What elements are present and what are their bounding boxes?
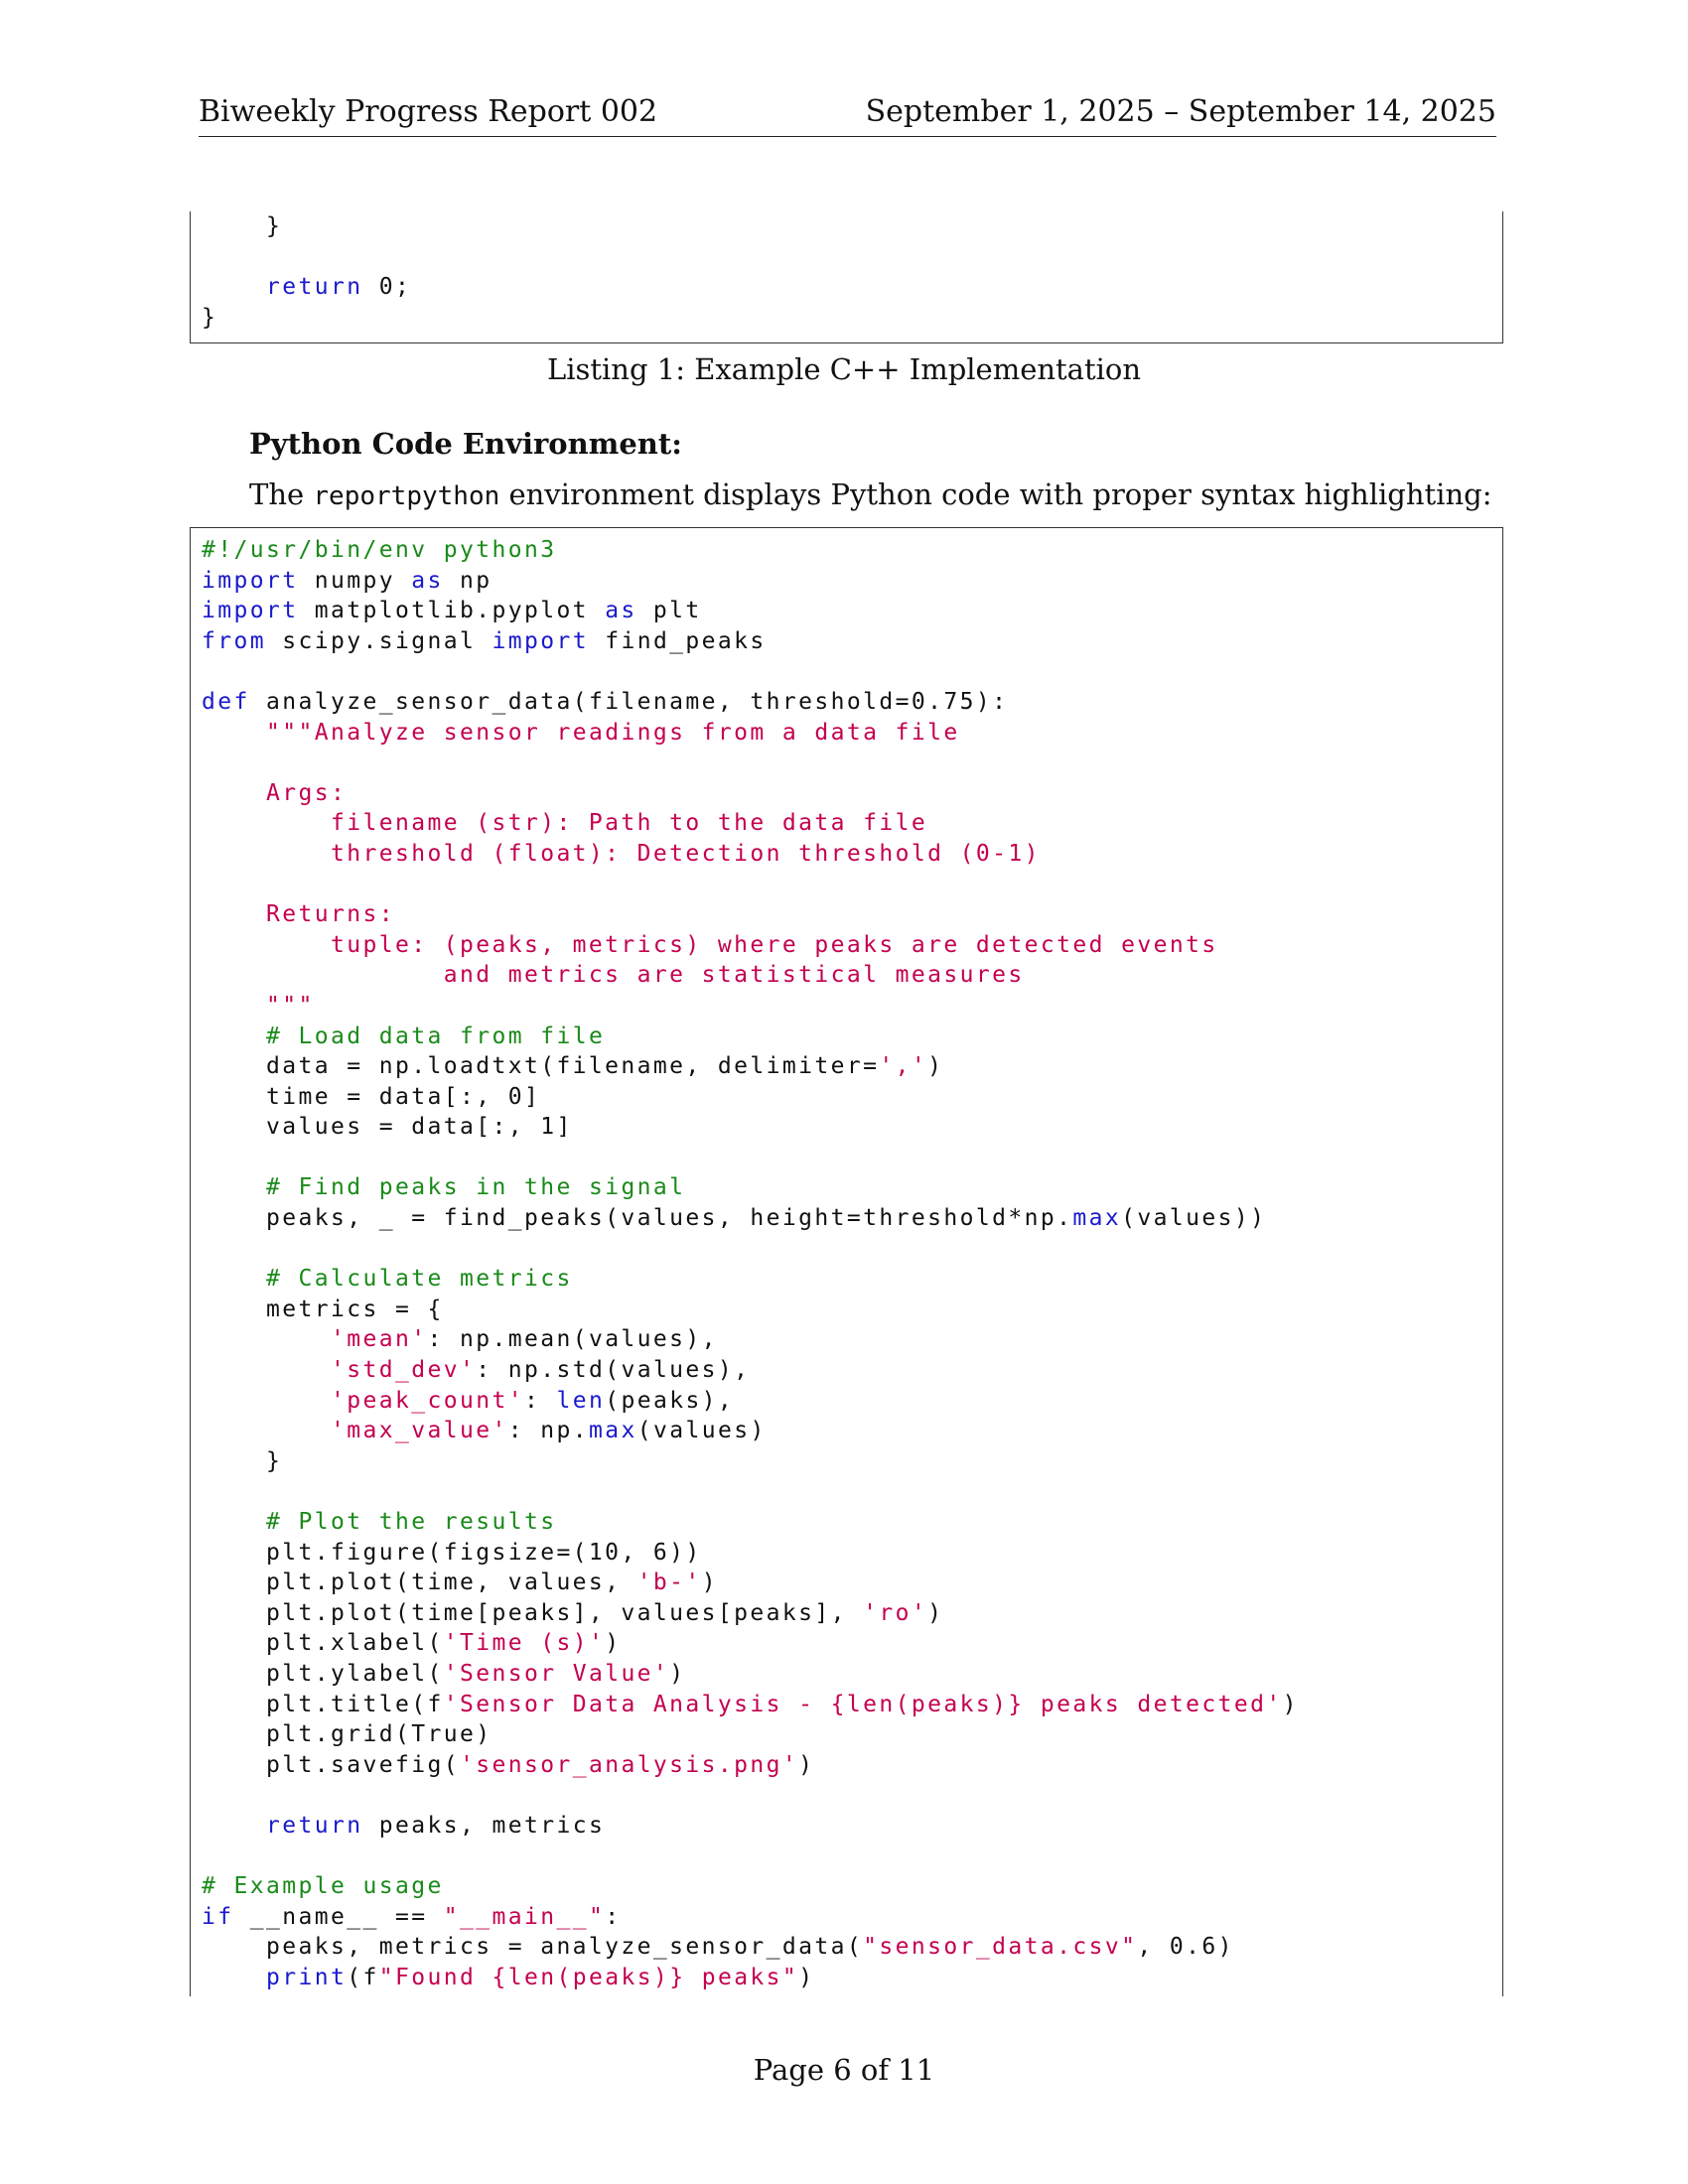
code-token: ) — [798, 1964, 815, 1990]
python-line — [202, 870, 1502, 900]
code-token: ) — [669, 1660, 686, 1687]
code-token — [202, 1357, 331, 1383]
code-token: scipy.signal — [266, 627, 492, 654]
python-line — [202, 1659, 1502, 1690]
code-token: max — [1072, 1205, 1122, 1232]
code-token: plt.plot(time[peaks], values[peaks], — [202, 1599, 864, 1626]
python-line — [202, 1568, 1502, 1598]
code-token: # Calculate metrics — [266, 1266, 573, 1293]
code-token: Returns: — [202, 901, 395, 928]
code-token: ) — [927, 1053, 944, 1080]
code-token: "__main__" — [443, 1903, 606, 1930]
code-token: if — [202, 1903, 234, 1930]
code-token — [202, 720, 266, 746]
code-token: , 0.6) — [1137, 1934, 1234, 1961]
python-line — [202, 1690, 1502, 1720]
code-token: data = np.loadtxt(filename, delimiter= — [202, 1053, 880, 1080]
code-token: plt.plot(time, values, — [202, 1570, 637, 1596]
code-token: plt — [636, 598, 702, 624]
python-line — [202, 1082, 1502, 1113]
code-token: } — [202, 304, 218, 331]
code-token: 'mean' — [330, 1326, 428, 1353]
code-token: 'std_dev' — [330, 1357, 477, 1384]
python-line — [202, 1324, 1502, 1355]
report-date-range: September 1, 2025 – September 14, 2025 — [865, 94, 1496, 129]
code-token: : — [523, 1387, 557, 1414]
python-line — [202, 566, 1502, 597]
python-line — [202, 808, 1502, 839]
python-line — [202, 1446, 1502, 1477]
python-line — [202, 1386, 1502, 1417]
python-line — [202, 718, 1502, 749]
python-line — [202, 1203, 1502, 1234]
code-token: matplotlib.pyplot — [298, 598, 606, 624]
code-token: values = data[:, 1] — [202, 1114, 573, 1141]
code-token: max — [588, 1418, 637, 1444]
python-line — [202, 1628, 1502, 1659]
python-line — [202, 1416, 1502, 1446]
para-text-before: The — [249, 478, 314, 511]
python-code-listing — [190, 527, 1503, 1996]
cpp-line — [202, 211, 1502, 242]
python-line — [202, 1507, 1502, 1538]
code-token: : np.std(values), — [476, 1357, 751, 1384]
code-token — [202, 1326, 331, 1352]
page-footer: Page 6 of 11 — [753, 2053, 935, 2087]
code-token: 'sensor_analysis.png' — [459, 1751, 799, 1778]
python-line — [202, 1932, 1502, 1963]
code-token: } — [202, 1447, 283, 1474]
code-token: threshold (float): Detection threshold (0-1) — [202, 840, 1041, 867]
code-token: """Analyze sensor readings from a data file — [266, 719, 960, 746]
code-token: "sensor_data.csv" — [863, 1934, 1138, 1961]
code-token: ) — [1282, 1691, 1299, 1717]
report-title: Biweekly Progress Report 002 — [199, 94, 658, 129]
python-line — [202, 748, 1502, 778]
python-line — [202, 1172, 1502, 1203]
code-token: 'Time (s)' — [443, 1630, 606, 1657]
python-line — [202, 1022, 1502, 1052]
python-line — [202, 1963, 1502, 1993]
code-token: """ — [202, 992, 315, 1019]
code-token: peaks, metrics = analyze_sensor_data( — [202, 1934, 864, 1961]
python-line — [202, 930, 1502, 961]
python-line — [202, 535, 1502, 566]
code-token: return — [266, 1812, 363, 1839]
code-token: (values) — [636, 1418, 767, 1444]
code-token: (values)) — [1121, 1205, 1267, 1232]
cpp-line — [202, 272, 1502, 303]
code-token: # Load data from file — [266, 1023, 606, 1049]
python-line — [202, 1264, 1502, 1295]
code-token: : np. — [507, 1418, 589, 1444]
code-token — [202, 1965, 266, 1990]
python-line — [202, 778, 1502, 809]
code-token: 'max_value' — [330, 1418, 508, 1444]
code-token — [202, 274, 266, 300]
code-token: numpy — [298, 567, 412, 594]
code-token: plt.xlabel( — [202, 1630, 444, 1657]
python-line — [202, 1295, 1502, 1325]
code-token: } — [202, 213, 283, 239]
cpp-code-block — [191, 211, 1502, 333]
python-line — [202, 596, 1502, 626]
cpp-line — [202, 242, 1502, 273]
code-token: find_peaks — [588, 627, 767, 654]
code-token: tuple: (peaks, metrics) where peaks are detected events — [202, 931, 1218, 958]
cpp-code-listing — [190, 211, 1503, 343]
python-line — [202, 1051, 1502, 1082]
python-line — [202, 1355, 1502, 1386]
code-token — [202, 1174, 266, 1200]
code-token: : — [605, 1903, 622, 1930]
python-line — [202, 1719, 1502, 1750]
code-token: __name__ == — [233, 1903, 444, 1930]
para-text-after: environment displays Python code with proper syntax highlighting: — [499, 478, 1492, 511]
code-token: 'b-' — [636, 1570, 702, 1596]
python-line — [202, 839, 1502, 870]
code-token: "Found {len(peaks)} peaks" — [378, 1964, 799, 1990]
code-token: import — [492, 627, 589, 654]
python-line — [202, 1871, 1502, 1902]
code-token — [202, 1813, 266, 1839]
code-token: peaks, _ = find_peaks(values, height=threshold*np. — [202, 1205, 1073, 1232]
code-token: Args: — [202, 779, 348, 806]
code-token: as — [605, 598, 637, 624]
python-line — [202, 899, 1502, 930]
code-token: 'Sensor Data Analysis - {len(peaks)} peaks detected' — [443, 1691, 1283, 1717]
code-token: 'Sensor Value' — [443, 1660, 670, 1687]
code-token: ',' — [879, 1053, 928, 1080]
code-token: filename (str): Path to the data file — [202, 810, 928, 837]
code-token: plt.figure(figsize=(10, 6)) — [202, 1539, 702, 1566]
python-line — [202, 1538, 1502, 1569]
code-token: and metrics are statistical measures — [202, 962, 1025, 989]
python-line — [202, 1842, 1502, 1872]
section-heading: Python Code Environment: — [249, 427, 682, 461]
code-token: as — [411, 567, 444, 594]
inline-code: reportpython — [313, 481, 500, 511]
code-token: def — [202, 688, 250, 715]
code-token: print — [266, 1964, 348, 1990]
python-line — [202, 626, 1502, 657]
code-token: ) — [798, 1751, 815, 1778]
page-header — [199, 94, 1496, 137]
section-paragraph — [249, 478, 1491, 511]
code-token: (f — [347, 1964, 379, 1990]
code-token: 'peak_count' — [330, 1387, 524, 1414]
code-token — [202, 1388, 331, 1414]
code-token: len — [556, 1387, 606, 1414]
code-token: #!/usr/bin/env python3 — [202, 537, 557, 563]
code-token: return — [266, 274, 363, 301]
code-token: (peaks), — [605, 1387, 735, 1414]
python-line — [202, 687, 1502, 718]
python-line — [202, 1598, 1502, 1629]
cpp-line — [202, 303, 1502, 334]
code-token — [202, 1418, 331, 1443]
code-token: 'ro' — [863, 1599, 928, 1626]
code-token — [202, 1266, 266, 1292]
code-token: analyze_sensor_data(filename, threshold=0.75): — [249, 688, 1009, 715]
code-token: plt.title(f — [202, 1691, 444, 1717]
python-line — [202, 991, 1502, 1022]
code-token: import — [202, 598, 299, 624]
code-token: # Find peaks in the signal — [266, 1174, 686, 1201]
python-line — [202, 656, 1502, 687]
code-token: peaks, metrics — [362, 1812, 606, 1839]
code-token: : np.mean(values), — [427, 1326, 718, 1353]
python-line — [202, 960, 1502, 991]
code-token: from — [202, 627, 266, 654]
python-line — [202, 1143, 1502, 1173]
python-line — [202, 1902, 1502, 1933]
python-line — [202, 1750, 1502, 1781]
code-token: ) — [701, 1570, 718, 1596]
code-token: plt.ylabel( — [202, 1660, 444, 1687]
code-token: time = data[:, 0] — [202, 1083, 541, 1110]
python-line — [202, 1112, 1502, 1143]
code-token: plt.grid(True) — [202, 1721, 492, 1748]
code-token: # Example usage — [202, 1873, 444, 1900]
code-token: 0; — [362, 274, 412, 301]
listing-caption: Listing 1: Example C++ Implementation — [546, 352, 1142, 386]
code-token — [202, 1509, 266, 1535]
code-token — [202, 1024, 266, 1049]
python-line — [202, 1811, 1502, 1842]
code-token: plt.savefig( — [202, 1751, 460, 1778]
code-token: ) — [927, 1599, 944, 1626]
python-line — [202, 1476, 1502, 1507]
code-token: # Plot the results — [266, 1509, 557, 1535]
python-line — [202, 1780, 1502, 1811]
python-code-block — [191, 528, 1502, 1993]
python-line — [202, 1234, 1502, 1265]
code-token: ) — [605, 1630, 622, 1657]
code-token: np — [443, 567, 492, 594]
code-token: metrics = { — [202, 1296, 444, 1322]
code-token: import — [202, 567, 299, 594]
